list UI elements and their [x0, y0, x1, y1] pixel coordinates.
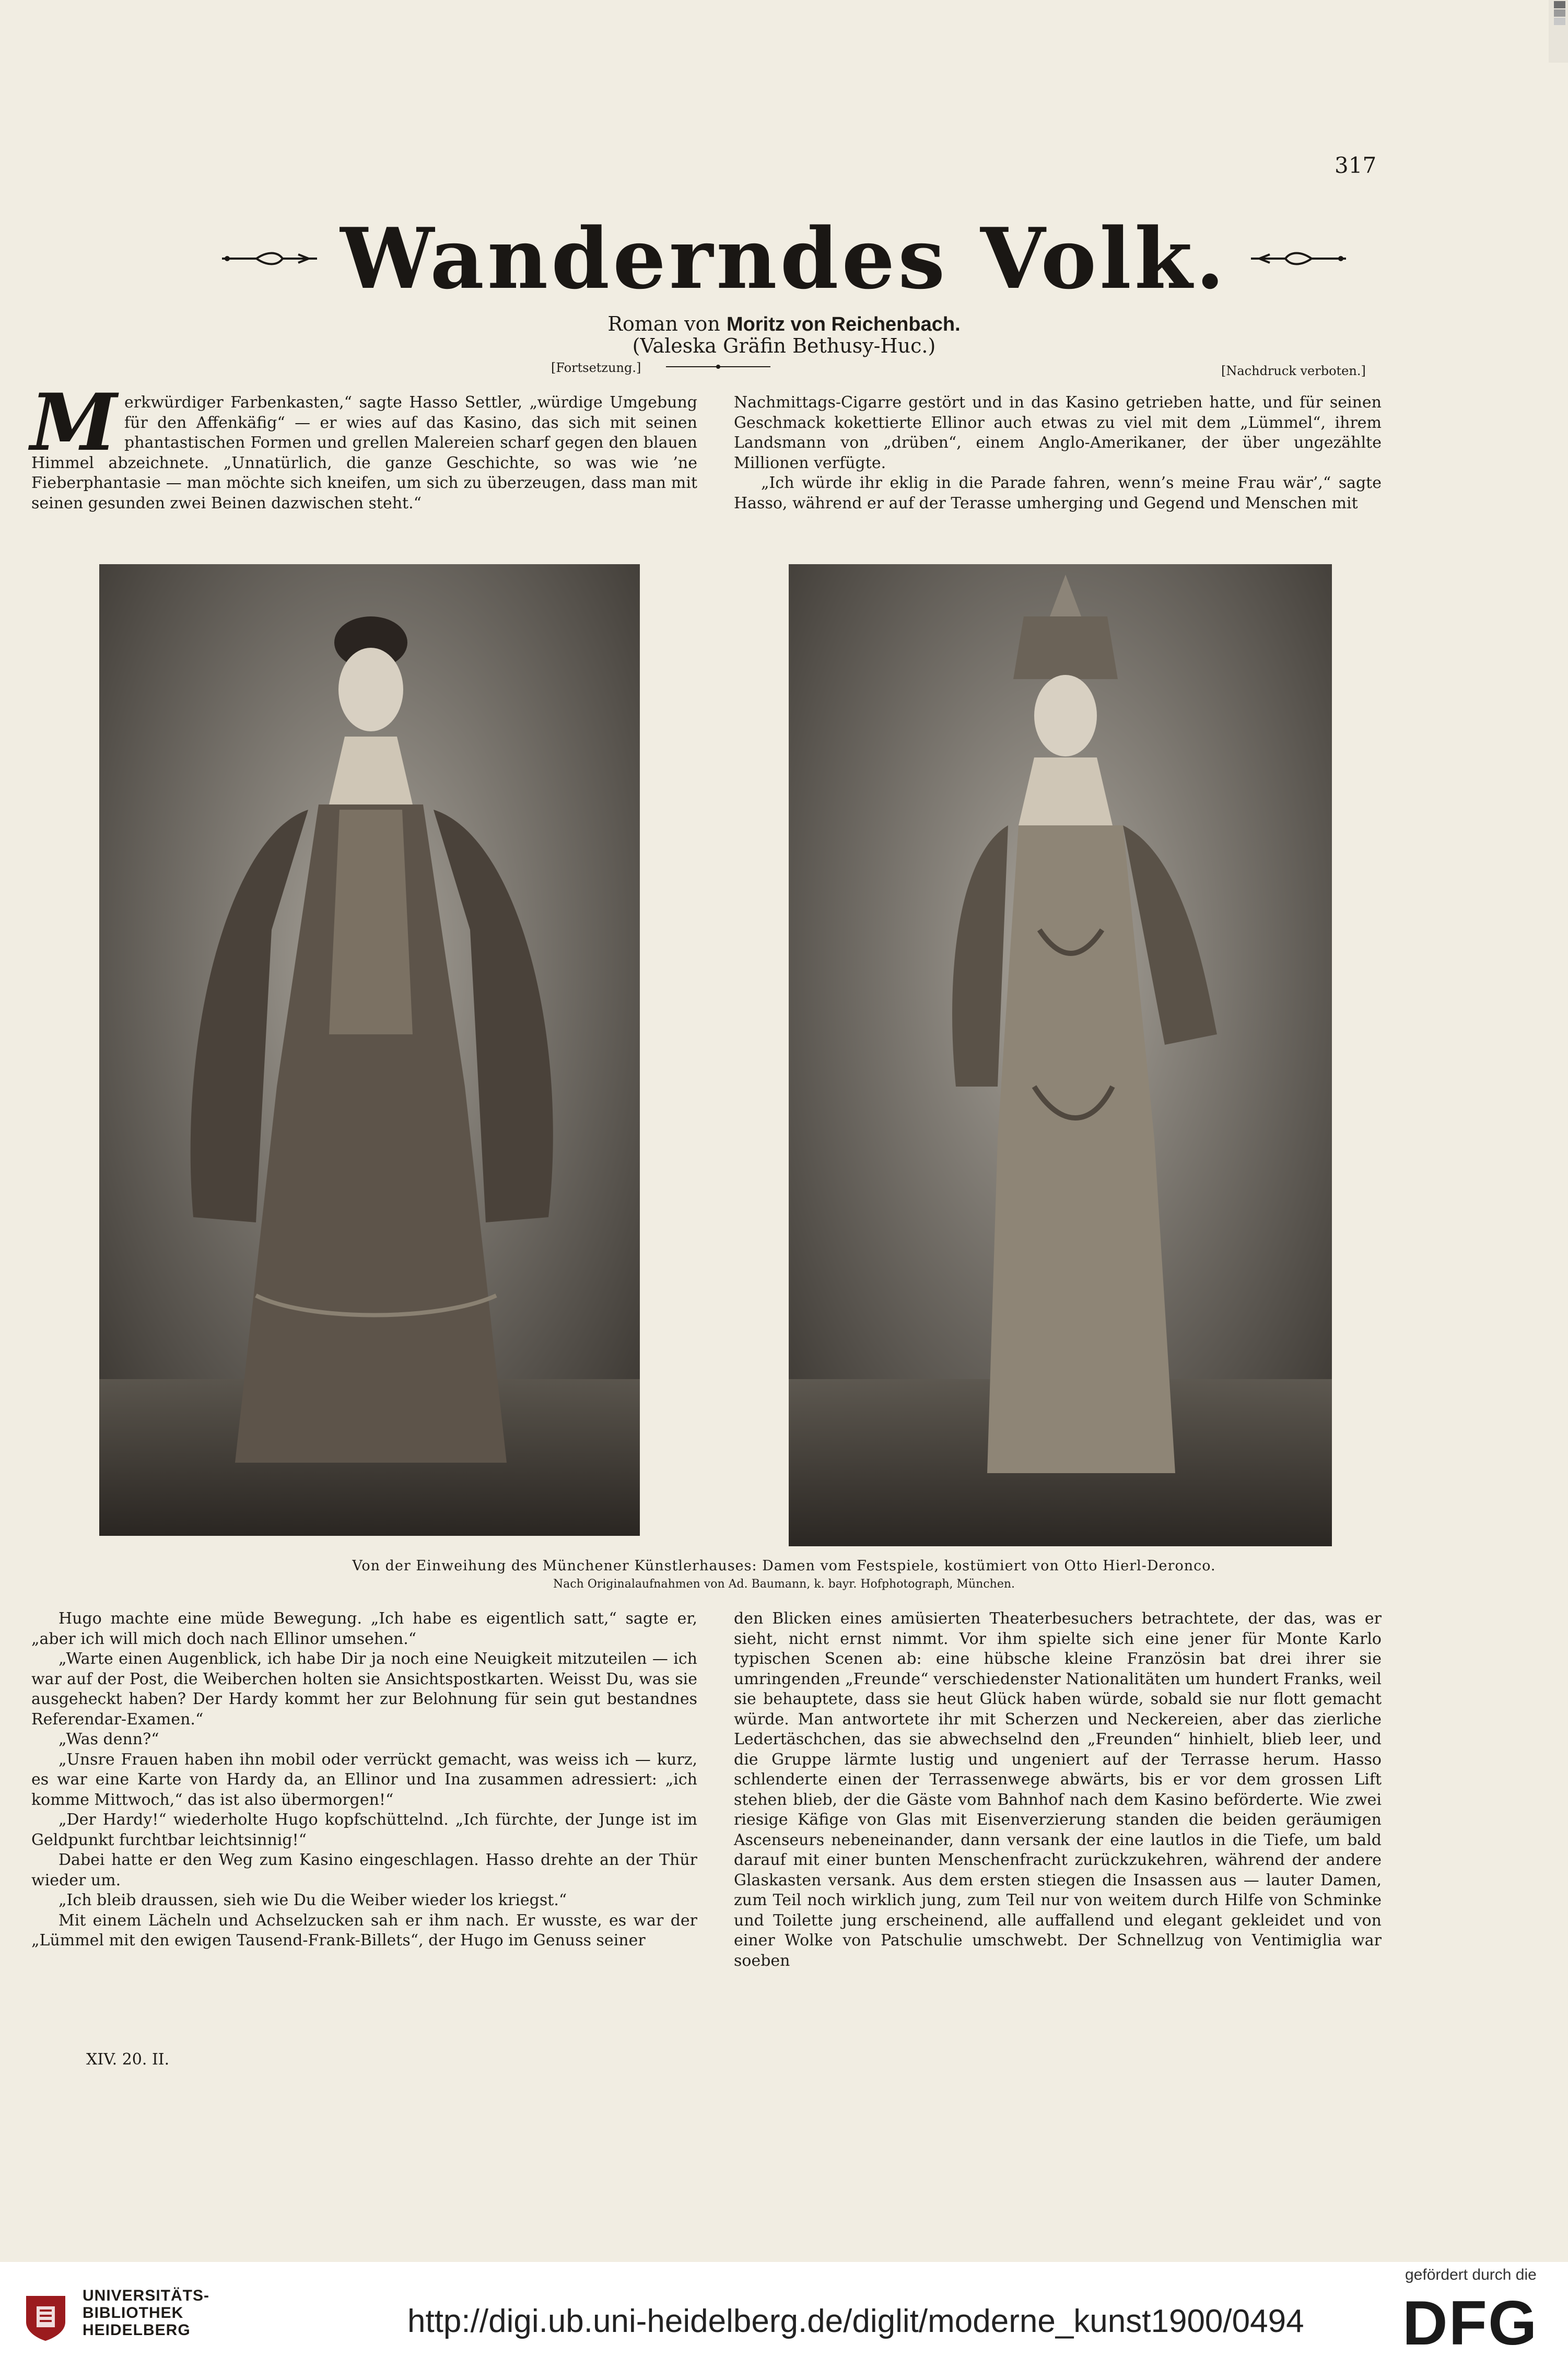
paragraph: „Unsre Frauen haben ihn mobil oder verrückt gemacht, was weiss ich — kurz, es war eine Karte von Hardy da, an Ellinor und Ina zusammen adressiert: „ich komme Mittwoch,“ das ist also übermorgen!“ [31, 1750, 697, 1809]
byline-prefix: Roman von [607, 312, 720, 335]
costume-figure-right-icon [789, 564, 1332, 1546]
byline [0, 312, 1568, 336]
paragraph: „Der Hardy!“ wiederholte Hugo kopfschüttelnd. „Ich fürchte, der Junge ist im Geldpunkt furchtbar leichtsinnig!“ [31, 1811, 697, 1849]
author-pseudonym: (Valeska Gräfin Bethusy-Huc.) [632, 334, 936, 357]
university-seal-icon [21, 2291, 71, 2343]
institution-line: BIBLIOTHEK [83, 2304, 184, 2322]
paragraph: Hugo machte eine müde Bewegung. „Ich habe es eigentlich satt,“ sagte er, „aber ich will mich doch nach Ellinor umsehen.“ [31, 1609, 697, 1648]
article-title: Wanderndes Volk. [340, 209, 1228, 308]
lower-right-column [734, 1609, 1382, 1971]
paragraph: Nachmittags-Cigarre gestört und in das Kasino getrieben hatte, und für seinen Geschmack kokettierte Ellinor auch etwas zu viel mit dem „Lümmel“, ihrem Landsmann von „drüben“, einem Anglo-Amerikaner, der über ungezählte Millionen verfügte. [734, 393, 1382, 472]
page-number: 317 [1335, 153, 1377, 178]
costume-figure-left-icon [99, 564, 640, 1536]
author-name: Moritz von Reichenbach. [727, 313, 961, 335]
photo-right [789, 564, 1332, 1546]
paragraph: „Warte einen Augenblick, ich habe Dir ja noch eine Neuigkeit mitzuteilen — ich war auf der Post, die Weiberchen holten sie Ansichtspostkarten. Weisst Du, was sie ausgeheckt haben? Der Hardy kommt her zur Belohnung für sein gut bestandnes Referendar-Examen.“ [31, 1650, 697, 1729]
flourish-left-icon [220, 248, 319, 269]
photo-credit: Nach Originalaufnahmen von Ad. Baumann, k. bayr. Hofphotograph, München. [553, 1578, 1015, 1591]
flourish-right-icon [1249, 248, 1348, 269]
drop-cap: M [30, 377, 118, 469]
title-row [0, 209, 1568, 308]
source-url-link[interactable]: http://digi.ub.uni-heidelberg.de/diglit/moderne_kunst1900/0494 [407, 2303, 1304, 2339]
paragraph: den Blicken eines amüsierten Theaterbesuchers betrachtete, der das, was er sieht, nicht ernst nimmt. Vor ihm spielte sich eine jener für Monte Karlo typischen Scenen ab: eine hübsche kleine Französin bat drei ihrer sie umringenden „Freunde“ verschiedenster Nationalitäten um hundert Franks, weil sie behauptete, dass sie heut Glück haben würde, sobald sie nur flott gemacht würde. Man antwortete ihr mit Scherzen und Neckereien, aber das zierliche Ledertäschchen, das sie abwechselnd den „Freunden“ hinhielt, blieb leer, und die Gruppe lärmte lustig und ungeniert auf der Terrasse herum. Hasso schlenderte einen der Terrassenwege abwärts, bis er vor dem grossen Lift stehen blieb, der die Gäste vom Bahnhof nach dem Kasino beförderte. Wie zwei riesige Käfige von Glas mit Eisenverzierung standen die beiden geräumigen Ascenseurs nebeneinander, dann versank der eine lautlos in die Tiefe, um bald darauf mit einer bunten Menschenfracht zurückzukehren, während der andere Glaskasten versank. Aus dem ersten stiegen die Insassen aus — lauter Damen, zum Teil noch wirklich jung, zum Teil nur von weitem durch Hilfe von Schminke und Toilette jung erscheinend, alle auffallend und elegant gekleidet und von einer Wolke von Patschulie umschwebt. Der Schnellzug von Ventimiglia war soeben [734, 1609, 1382, 1970]
paragraph: „Was denn?“ [58, 1730, 159, 1748]
institution-name [83, 2287, 209, 2339]
photo-caption: Von der Einweihung des Münchener Künstlerhauses: Damen vom Festspiele, kostümiert von Otto Hierl-Deronco. [352, 1558, 1216, 1574]
continuation-note: [Fortsetzung.] [551, 360, 641, 375]
paragraph [30, 377, 697, 514]
upper-left-column [30, 377, 697, 514]
funded-by-label: gefördert durch die [1405, 2266, 1537, 2283]
scan-color-strip [1549, 0, 1568, 63]
rights-note: [Nachdruck verboten.] [1221, 364, 1366, 378]
upper-right-column [734, 393, 1382, 514]
institution-line: HEIDELBERG [83, 2322, 191, 2339]
paragraph: „Ich bleib draussen, sieh wie Du die Weiber wieder los kriegst.“ [58, 1891, 567, 1909]
photo-left [99, 564, 640, 1536]
lower-left-column [31, 1609, 697, 1951]
paragraph: Dabei hatte er den Weg zum Kasino eingeschlagen. Hasso drehte an der Thür wieder um. [31, 1851, 697, 1889]
dfg-logo: DFG [1402, 2288, 1538, 2358]
ornament-rule [666, 360, 770, 373]
paragraph: „Ich würde ihr eklig in die Parade fahren, wenn’s meine Frau wär’,“ sagte Hasso, während er auf der Terasse umherging und Gegend und Menschen mit [734, 474, 1382, 512]
paragraph: Mit einem Lächeln und Achselzucken sah er ihm nach. Er wusste, es war der „Lümmel mit den ewigen Tausend-Frank-Billets“, der Hugo im Genuss seiner [31, 1911, 697, 1950]
institution-line: UNIVERSITÄTS- [83, 2287, 210, 2304]
paragraph-text: erkwürdiger Farbenkasten,“ sagte Hasso Settler, „würdige Umgebung für den Affenkäfig“ — er wies auf das Kasino, das sich mit seinen phantastischen Formen und grellen Malereien scharf gegen den blauen Himmel abzeichnete. „Unnatürlich, die ganze Geschichte, so was wie ’ne Fieberphantasie — man möchte sich kneifen, um sich zu überzeugen, dass man mit seinen gesunden zwei Beinen dazwischen steht.“ [31, 393, 697, 512]
signature-mark: XIV. 20. II. [86, 2050, 170, 2069]
